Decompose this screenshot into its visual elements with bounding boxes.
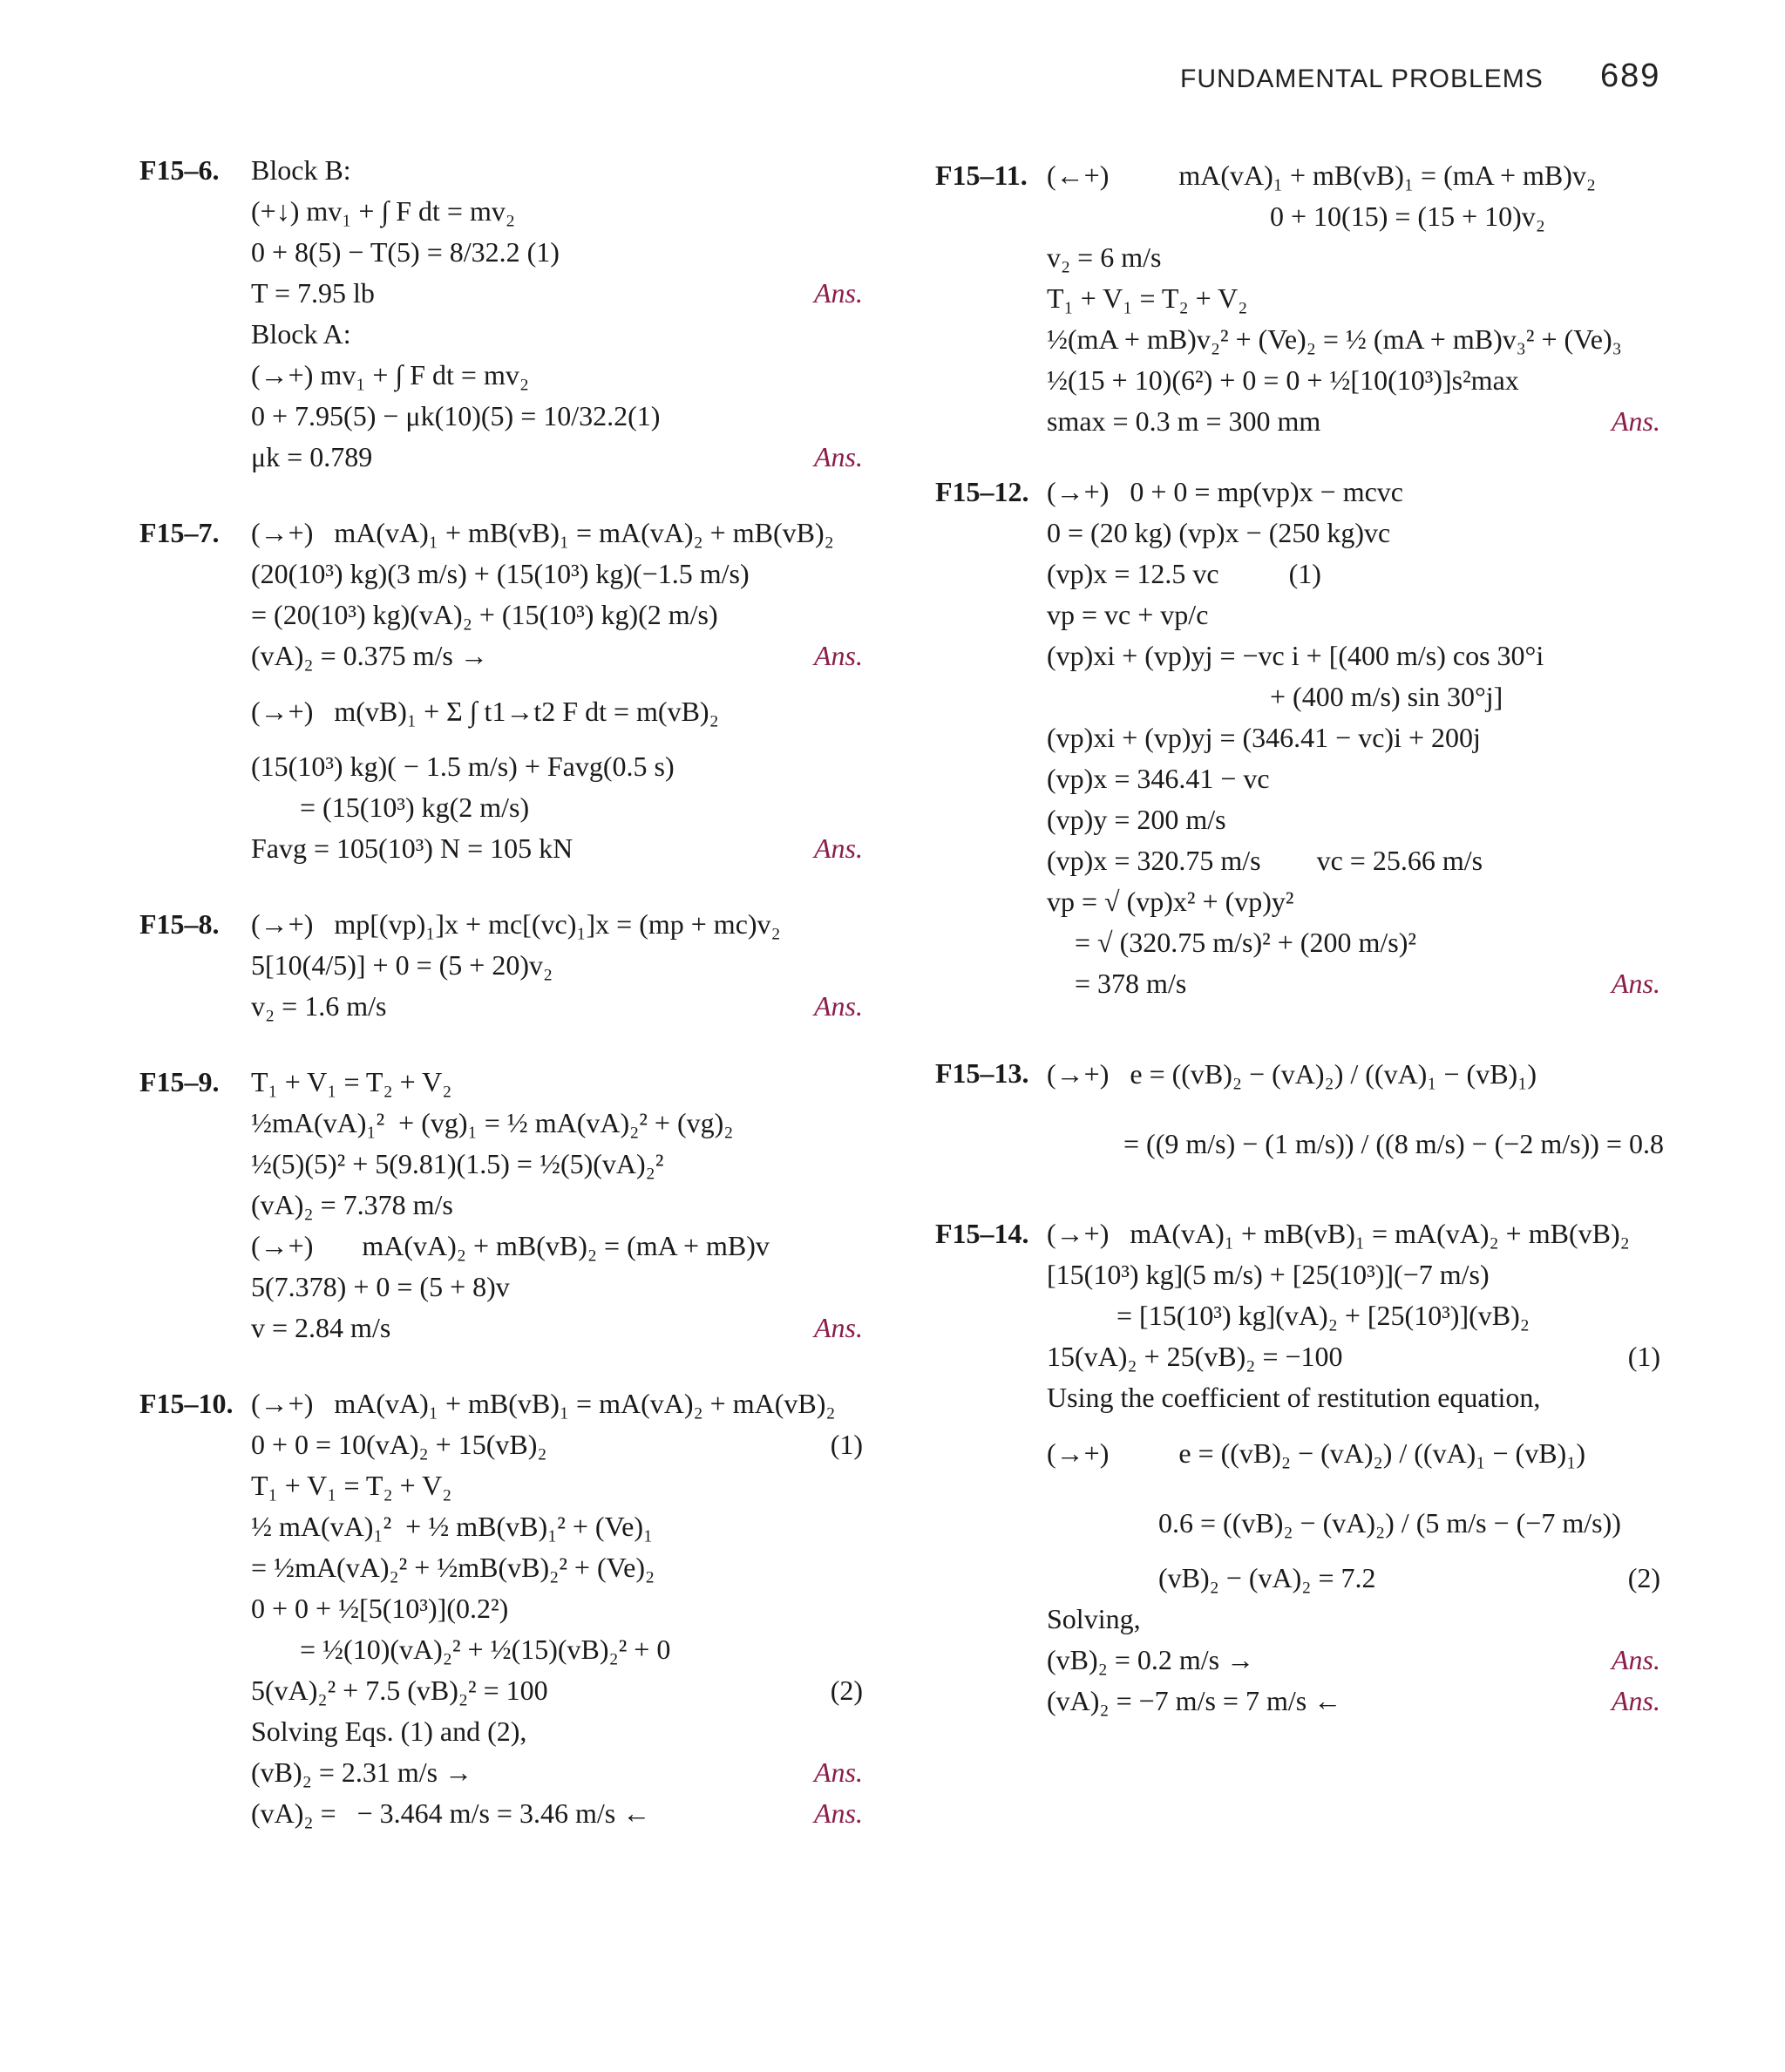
equation-line bbox=[251, 355, 863, 396]
equation-text: 15(vA)₂ + 25(vB)₂ = −100 bbox=[1047, 1341, 1343, 1372]
equation-text: (vA)₂ = − 3.464 m/s = 3.46 m/s ← bbox=[251, 1797, 651, 1829]
equation-text: ½ mA(vA)₁² + ½ mB(vB)₁² + (Ve)₁ bbox=[251, 1511, 654, 1542]
equation-text: (→+) mA(vA)₁ + mB(vB)₁ = mA(vA)₂ + mA(vB)₂ bbox=[251, 1388, 836, 1419]
equation-line bbox=[251, 554, 863, 594]
equation-text: (vp)xi + (vp)yj = (346.41 − vc)i + 200j bbox=[1047, 722, 1481, 753]
equation-line bbox=[251, 1629, 863, 1670]
equation-text: μk = 0.789 bbox=[251, 441, 373, 472]
equation-line bbox=[251, 1062, 863, 1103]
equation-text: (→+) mA(vA)₂ + mB(vB)₂ = (mA + mB)v bbox=[251, 1230, 770, 1261]
equation-text: (20(10³) kg)(3 m/s) + (15(10³) kg)(−1.5 m/s) bbox=[251, 558, 750, 589]
equation-line bbox=[1047, 799, 1660, 840]
equation-line bbox=[1047, 1681, 1660, 1722]
equation-line bbox=[251, 1185, 863, 1226]
equation-line bbox=[1047, 1213, 1660, 1254]
running-header-title: FUNDAMENTAL PROBLEMS bbox=[1180, 65, 1544, 93]
equation-line bbox=[1047, 1599, 1660, 1640]
equation-line bbox=[1047, 1295, 1660, 1336]
answer-label: Ans. bbox=[814, 277, 863, 309]
equation-line bbox=[1047, 922, 1660, 963]
equation-text: (vp)x = 12.5 vc (1) bbox=[1047, 558, 1321, 589]
equation-text: (vA)₂ = −7 m/s = 7 m/s ← bbox=[1047, 1685, 1342, 1716]
equation-number: (2) bbox=[830, 1675, 863, 1706]
equation-line bbox=[251, 676, 863, 746]
equation-line bbox=[1047, 401, 1660, 442]
equation-line bbox=[251, 1506, 863, 1547]
equation-text: 5(vA)₂² + 7.5 (vB)₂² = 100 bbox=[251, 1675, 548, 1706]
problem-solution bbox=[935, 1039, 1664, 1179]
answer-label: Ans. bbox=[814, 832, 863, 864]
answer-label: Ans. bbox=[814, 1797, 863, 1829]
equation-text: (→+) mA(vA)₁ + mB(vB)₁ = mA(vA)₂ + mB(vB)₂ bbox=[1047, 1218, 1630, 1249]
equation-text: (+↓) mv₁ + ∫ F dt = mv₂ bbox=[251, 195, 515, 227]
equation-line bbox=[251, 1793, 863, 1834]
problem-solution bbox=[935, 155, 1660, 442]
answer-label: Ans. bbox=[1612, 1685, 1660, 1716]
equation-text: 0.6 = ((vB)₂ − (vA)₂) / (5 m/s − (−7 m/s)) bbox=[1047, 1507, 1621, 1539]
equation-text: T₁ + V₁ = T₂ + V₂ bbox=[251, 1066, 452, 1097]
equation-line bbox=[1047, 472, 1660, 513]
equation-line bbox=[251, 986, 863, 1027]
equation-text: ½(15 + 10)(6²) + 0 = 0 + ½[10(10³)]s²max bbox=[1047, 364, 1519, 396]
problem-solution bbox=[139, 1062, 863, 1348]
equation-line bbox=[251, 594, 863, 635]
equation-line bbox=[1047, 840, 1660, 881]
equation-line bbox=[251, 828, 863, 869]
equation-line bbox=[251, 1308, 863, 1348]
problem-id: F15–12. bbox=[935, 476, 1029, 507]
equation-text: (vp)x = 346.41 − vc bbox=[1047, 763, 1270, 794]
equation-number: (2) bbox=[1627, 1562, 1660, 1593]
equation-line bbox=[1047, 1109, 1664, 1179]
equation-text: (→+) mv₁ + ∫ F dt = mv₂ bbox=[251, 359, 529, 391]
problem-solution bbox=[139, 513, 863, 869]
equation-text: (→+) e = ((vB)₂ − (vA)₂) / ((vA)₁ − (vB)₁) bbox=[1047, 1437, 1585, 1469]
equation-line bbox=[1047, 1039, 1660, 1109]
equation-text: 5[10(4/5)] + 0 = (5 + 20)v₂ bbox=[251, 949, 553, 981]
equation-line bbox=[251, 1465, 863, 1506]
equation-text: = (20(10³) kg)(vA)₂ + (15(10³) kg)(2 m/s) bbox=[251, 599, 718, 630]
equation-text: 0 + 7.95(5) − μk(10)(5) = 10/32.2(1) bbox=[251, 400, 661, 431]
equation-text: (→+) 0 + 0 = mp(vp)x − mcvc bbox=[1047, 476, 1403, 507]
answer-label: Ans. bbox=[1612, 968, 1660, 999]
equation-line bbox=[251, 273, 863, 314]
equation-text: smax = 0.3 m = 300 mm bbox=[1047, 405, 1321, 437]
equation-line bbox=[1047, 554, 1660, 594]
problem-id: F15–9. bbox=[139, 1066, 220, 1097]
equation-text: = ((9 m/s) − (1 m/s)) / ((8 m/s) − (−2 m/s)) = 0.8 bbox=[1047, 1128, 1664, 1159]
equation-text: = [15(10³) kg](vA)₂ + [25(10³)](vB)₂ bbox=[1047, 1300, 1530, 1331]
problem-id: F15–10. bbox=[139, 1388, 234, 1419]
page-number: 689 bbox=[1600, 58, 1661, 94]
equation-text: = 378 m/s bbox=[1047, 968, 1187, 999]
equation-text: Solving, bbox=[1047, 1603, 1141, 1634]
equation-line bbox=[251, 1103, 863, 1144]
equation-line bbox=[1047, 963, 1660, 1004]
equation-text: Block A: bbox=[251, 318, 351, 350]
equation-text: 5(7.378) + 0 = (5 + 8)v bbox=[251, 1271, 510, 1302]
equation-text: 0 + 10(15) = (15 + 10)v₂ bbox=[1047, 200, 1545, 232]
equation-text: = √ (320.75 m/s)² + (200 m/s)² bbox=[1047, 927, 1416, 958]
answer-label: Ans. bbox=[814, 441, 863, 472]
equation-text: (vB)₂ = 0.2 m/s → bbox=[1047, 1644, 1255, 1675]
equation-line bbox=[1047, 1488, 1660, 1558]
equation-line bbox=[251, 1670, 863, 1711]
equation-text: (vA)₂ = 7.378 m/s bbox=[251, 1189, 453, 1220]
equation-text: 0 + 0 + ½[5(10³)](0.2²) bbox=[251, 1593, 509, 1624]
answer-label: Ans. bbox=[1612, 405, 1660, 437]
equation-line bbox=[1047, 635, 1660, 676]
equation-text: vp = √ (vp)x² + (vp)y² bbox=[1047, 886, 1294, 917]
answer-label: Ans. bbox=[1612, 1644, 1660, 1675]
answer-label: Ans. bbox=[814, 1756, 863, 1788]
equation-line bbox=[1047, 278, 1660, 319]
equation-line bbox=[251, 1226, 863, 1267]
equation-text: Solving Eqs. (1) and (2), bbox=[251, 1715, 527, 1747]
problem-id: F15–11. bbox=[935, 160, 1028, 191]
problem-id: F15–6. bbox=[139, 154, 220, 186]
answer-label: Ans. bbox=[814, 1312, 863, 1343]
equation-text: (vB)₂ = 2.31 m/s → bbox=[251, 1756, 473, 1788]
equation-text: (→+) mA(vA)₁ + mB(vB)₁ = mA(vA)₂ + mB(vB)₂ bbox=[251, 517, 834, 548]
equation-line bbox=[251, 1547, 863, 1588]
problem-id: F15–14. bbox=[935, 1218, 1029, 1249]
left-column bbox=[139, 150, 863, 1834]
equation-number: (1) bbox=[830, 1429, 863, 1460]
problem-solution bbox=[935, 472, 1660, 1004]
equation-text: ½(5)(5)² + 5(9.81)(1.5) = ½(5)(vA)₂² bbox=[251, 1148, 664, 1179]
equation-line bbox=[1047, 1377, 1660, 1418]
equation-line bbox=[251, 635, 863, 676]
equation-text: Using the coefficient of restitution equation, bbox=[1047, 1382, 1541, 1413]
equation-text: vp = vc + vp/c bbox=[1047, 599, 1209, 630]
equation-line bbox=[251, 746, 863, 787]
equation-line bbox=[251, 191, 863, 232]
equation-line bbox=[251, 513, 863, 554]
equation-line bbox=[1047, 1640, 1660, 1681]
right-column bbox=[935, 155, 1664, 1722]
problem-solution bbox=[139, 150, 863, 478]
equation-text: = ½mA(vA)₂² + ½mB(vB)₂² + (Ve)₂ bbox=[251, 1552, 655, 1583]
equation-line bbox=[251, 437, 863, 478]
equation-text: T = 7.95 lb bbox=[251, 277, 375, 309]
equation-text: Block B: bbox=[251, 154, 351, 186]
equation-number: (1) bbox=[1627, 1341, 1660, 1372]
equation-text: + (400 m/s) sin 30°j] bbox=[1047, 681, 1503, 712]
equation-line bbox=[1047, 196, 1660, 237]
equation-text: v₂ = 6 m/s bbox=[1047, 241, 1162, 273]
equation-line bbox=[1047, 1336, 1660, 1377]
equation-line bbox=[1047, 513, 1660, 554]
equation-text: ½(mA + mB)v₂² + (Ve)₂ = ½ (mA + mB)v₃² + (Ve)₃ bbox=[1047, 323, 1622, 355]
equation-line bbox=[1047, 1254, 1660, 1295]
equation-text: 0 = (20 kg) (vp)x − (250 kg)vc bbox=[1047, 517, 1391, 548]
equation-text: = (15(10³) kg(2 m/s) bbox=[251, 791, 530, 823]
answer-label: Ans. bbox=[814, 640, 863, 671]
equation-line bbox=[1047, 237, 1660, 278]
equation-line bbox=[1047, 360, 1660, 401]
problem-id: F15–8. bbox=[139, 908, 220, 940]
equation-text: Favg = 105(10³) N = 105 kN bbox=[251, 832, 574, 864]
equation-line bbox=[251, 904, 863, 945]
problem-id: F15–7. bbox=[139, 517, 220, 548]
problem-solution bbox=[139, 1383, 863, 1834]
equation-text: v₂ = 1.6 m/s bbox=[251, 990, 387, 1022]
equation-line bbox=[251, 1588, 863, 1629]
equation-line bbox=[251, 150, 863, 191]
equation-line bbox=[1047, 717, 1660, 758]
problem-solution bbox=[139, 904, 863, 1027]
problem-solution bbox=[935, 1213, 1660, 1722]
equation-text: (vp)y = 200 m/s bbox=[1047, 804, 1226, 835]
equation-line bbox=[1047, 676, 1660, 717]
equation-text: (→+) mp[(vp)₁]x + mc[(vc)₁]x = (mp + mc)v₂ bbox=[251, 908, 781, 940]
equation-text: 0 + 0 = 10(vA)₂ + 15(vB)₂ bbox=[251, 1429, 547, 1460]
equation-line bbox=[251, 1383, 863, 1424]
answer-label: Ans. bbox=[814, 990, 863, 1022]
equation-line bbox=[1047, 1558, 1660, 1599]
equation-text: (vp)xi + (vp)yj = −vc i + [(400 m/s) cos 30°i bbox=[1047, 640, 1544, 671]
equation-text: (→+) m(vB)₁ + Σ ∫ t1→t2 F dt = m(vB)₂ bbox=[251, 696, 719, 727]
equation-text: [15(10³) kg](5 m/s) + [25(10³)](−7 m/s) bbox=[1047, 1259, 1490, 1290]
equation-text: v = 2.84 m/s bbox=[251, 1312, 391, 1343]
equation-line bbox=[251, 1752, 863, 1793]
equation-line bbox=[251, 1424, 863, 1465]
equation-line bbox=[1047, 319, 1660, 360]
equation-line bbox=[1047, 758, 1660, 799]
equation-line bbox=[1047, 155, 1660, 196]
equation-line bbox=[251, 787, 863, 828]
equation-line bbox=[251, 1711, 863, 1752]
equation-line bbox=[251, 945, 863, 986]
equation-line bbox=[1047, 881, 1660, 922]
equation-text: = ½(10)(vA)₂² + ½(15)(vB)₂² + 0 bbox=[251, 1634, 671, 1665]
equation-text: T₁ + V₁ = T₂ + V₂ bbox=[251, 1470, 452, 1501]
equation-text: 0 + 8(5) − T(5) = 8/32.2 (1) bbox=[251, 236, 560, 268]
equation-text: (←+) mA(vA)₁ + mB(vB)₁ = (mA + mB)v₂ bbox=[1047, 160, 1597, 191]
equation-text: (vB)₂ − (vA)₂ = 7.2 bbox=[1047, 1562, 1376, 1593]
equation-line bbox=[1047, 594, 1660, 635]
equation-line bbox=[251, 1267, 863, 1308]
equation-line bbox=[1047, 1418, 1660, 1488]
equation-line bbox=[251, 232, 863, 273]
equation-text: (15(10³) kg)( − 1.5 m/s) + Favg(0.5 s) bbox=[251, 751, 675, 782]
equation-text: (→+) e = ((vB)₂ − (vA)₂) / ((vA)₁ − (vB)₁) bbox=[1047, 1058, 1537, 1090]
equation-text: (vA)₂ = 0.375 m/s → bbox=[251, 640, 488, 671]
equation-line bbox=[251, 1144, 863, 1185]
equation-line bbox=[251, 314, 863, 355]
problem-id: F15–13. bbox=[935, 1057, 1029, 1089]
equation-text: T₁ + V₁ = T₂ + V₂ bbox=[1047, 282, 1248, 314]
equation-text: (vp)x = 320.75 m/s vc = 25.66 m/s bbox=[1047, 845, 1483, 876]
equation-text: ½mA(vA)₁² + (vg)₁ = ½ mA(vA)₂² + (vg)₂ bbox=[251, 1107, 734, 1138]
equation-line bbox=[251, 396, 863, 437]
